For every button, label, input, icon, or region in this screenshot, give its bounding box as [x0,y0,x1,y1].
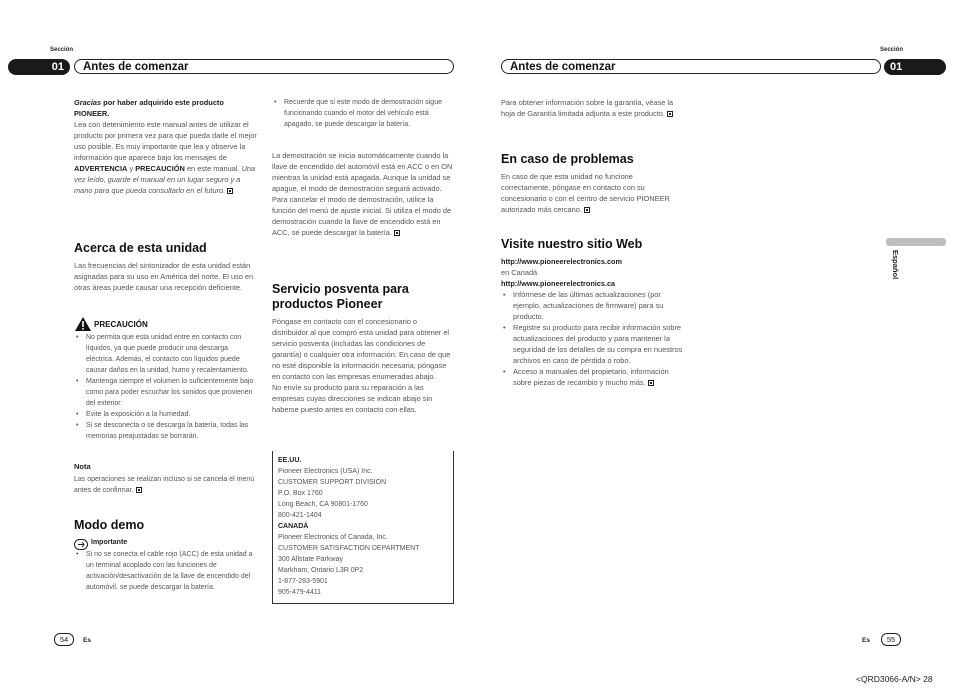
language-code: Es [83,637,91,644]
page-number: 54 [54,633,74,646]
language-tab [886,238,946,246]
end-mark-icon [584,207,590,213]
intro-paragraph: Gracias por haber adquirido este producto PIONEER. Lea con detenimiento este manual antes de utilizar el producto por primera vez para que pueda darle el mejor uso posible. Es muy importante que lea y observe la información que aparece bajo los mensajes de ADVERTENCIA y PRECAUCIÓN en este manual. Una vez leído, guarde el manual en un lugar seguro y a mano para que pueda consultarlo en el futuro. [74,98,257,195]
nota-label: Nota [74,462,91,471]
address-box [272,451,454,604]
address-line: CUSTOMER SUPPORT DIVISION [278,479,387,486]
address-line: P.O. Box 1760 [278,490,323,497]
warning-icon [74,316,92,332]
canada-text: en Canadá [501,268,538,277]
ca-label: CANADÁ [278,523,309,530]
address-line: Markham, Ontario L3R 0P2 [278,567,364,574]
link-pioneer-ca[interactable]: http://www.pioneerelectronics.ca [501,279,616,288]
end-mark-icon [648,380,654,386]
modo-demo-list [74,549,257,593]
section-number-badge: 01 [884,59,946,75]
address-line: 1-877-283-5901 [278,578,328,585]
end-mark-icon [227,188,233,194]
address-line: CUSTOMER SATISFACTION DEPARTMENT [278,545,420,552]
section-title: Antes de comenzar [74,59,454,74]
web-list [501,289,684,388]
address-line: Long Beach, CA 90801-1760 [278,501,368,508]
address-line: 300 Allstate Parkway [278,556,343,563]
garantia-text: Para obtener información sobre la garantía, véase la hoja de Garantía limitada adjunta a este producto. [501,98,674,118]
heading-web: Visite nuestro sitio Web [501,237,643,251]
address-line: 905-479-4411 [278,589,322,596]
end-mark-icon [136,487,142,493]
address-line: 800-421-1404 [278,512,322,519]
section-number-badge: 01 [8,59,70,75]
precaucion-label: PRECAUCIÓN [94,320,148,329]
us-label: EE.UU. [278,457,302,464]
list-item: • Registre su producto para recibir información sobre actualizaciones del producto y para mantener la seguridad de los detalles de su compra en nuestros archivos en caso de pérdida o robo. [501,322,684,366]
heading-servicio: Servicio posventa para productos Pioneer [272,282,409,311]
page-number: 55 [881,633,901,646]
demo-list [272,97,453,130]
document-code: <QRD3066-A/N> 28 [856,674,933,684]
list-item: • Si no se conecta el cable rojo (ACC) de esta unidad a un terminal acoplado con las funciones de activación/desactivación de la llave de encendido del automóvil, se puede descargar la batería. [74,549,257,593]
important-icon [74,537,88,548]
heading-modo-demo: Modo demo [74,518,145,532]
section-label: Sección [880,47,904,53]
nota-text: Las operaciones se realizan incluso si se cancela el menú antes de confirmar. [74,476,255,494]
section-title: Antes de comenzar [501,59,881,74]
list-item: • Mantenga siempre el volumen lo suficientemente bajo como para poder escuchar los sonidos que provienen del exterior. [74,376,257,409]
end-mark-icon [394,230,400,236]
list-item: • Evite la exposición a la humedad. [74,409,257,420]
list-item: • Recuerde que si este modo de demostración sigue funcionando cuando el motor del vehículo está apagado, se puede descargar la batería. [272,97,453,130]
heading-acerca: Acerca de esta unidad [74,241,207,255]
language-code: Es [862,637,870,644]
language-label: Español [891,250,900,280]
heading-problemas: En caso de problemas [501,152,634,166]
list-item: • Infórmese de las últimas actualizaciones (por ejemplo, actualizaciones de firmware) para su producto. [501,289,684,322]
address-line: Pioneer Electronics of Canada, Inc. [278,534,388,541]
list-item: • Si se desconecta o se descarga la batería, todas las memorias preajustadas se borrarán. [74,420,257,442]
section-label: Sección [50,47,74,53]
link-pioneer-com[interactable]: http://www.pioneerelectronics.com [501,257,622,266]
acerca-text: Las frecuencias del sintonizador de esta unidad están asignadas para su uso en América del norte. El uso en otras áreas puede causar una recepción deficiente. [74,261,254,292]
list-item: • No permita que esta unidad entre en contacto con líquidos, ya que puede producir una descarga eléctrica. Además, el contacto con líquidos puede causar daños en la unidad, humo y recalentamiento. [74,332,257,376]
problemas-text: En caso de que esta unidad no funcione correctamente, póngase en contacto con su concesionario o con el centro de servicio PIONEER autorizado más cercano. [501,172,670,214]
demo-text: La demostración se inicia automáticamente cuando la llave de encendido del automóvil está en ACC o en ON mientras la unidad está apagada. Aunque la unidad se apague, el modo de demostración seguirá activado. Para cancelar el modo de demostración, utilice la función del menú de ajuste inicial. Si utiliza el modo de demostración cuando la llave de encendido está en ACC, se puede descargar la batería. [272,151,453,237]
precaucion-list [74,332,257,442]
list-item: • Acceso a manuales del propietario, información sobre piezas de recambio y mucho más. [501,366,684,388]
importante-label: Importante [91,539,128,546]
end-mark-icon [667,111,673,117]
servicio-text: Póngase en contacto con el concesionario o distribuidor al que compró esta unidad para obtener el servicio posventa (incluidas las condiciones de garantía) o cualquier otra información. En caso de que no esté disponible la información necesaria, póngase en contacto con las empresas enumeradas abajo. No envíe su producto para su reparación a las empresas cuyas direcciones se indican abajo sin haberse puesto antes en contacto con ellas. [272,317,451,414]
address-line: Pioneer Electronics (USA) Inc. [278,468,373,475]
